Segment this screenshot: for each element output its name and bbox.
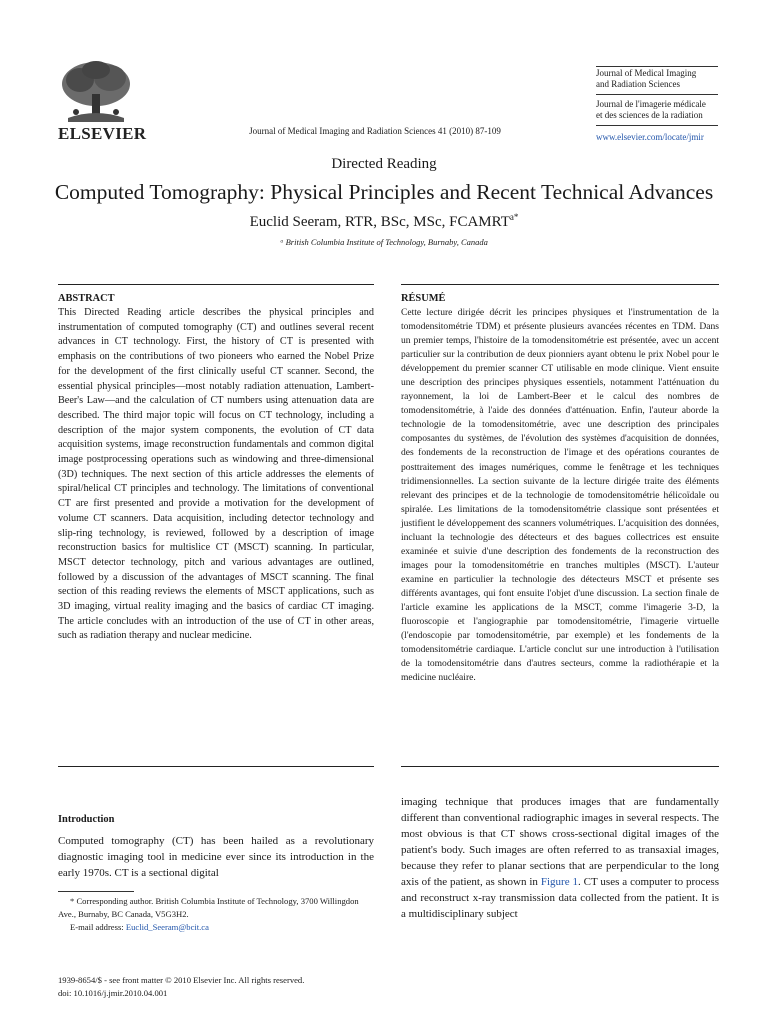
article-meta [58,974,388,999]
author-name: Euclid Seeram, RTR, BSc, MSc, FCAMRT [249,214,510,230]
resume-bottom-rule [401,766,719,767]
resume-heading: RÉSUMÉ [401,293,446,304]
intro-right-text-b: . CT uses a computer to process and reconstruct x-ray transmission data collected from the patient. It is a multidisciplinary subject [401,876,719,920]
journal-fr-line1: Journal de l'imagerie médicale [596,99,706,109]
introduction-paragraph-left: Computed tomography (CT) has been hailed as a revolutionary diagnostic imaging tool in medicine ever since its introduction in the early 1970s. CT is a sectional digital [58,835,374,879]
resume-section [401,292,719,685]
corresponding-author-note: * Corresponding author. British Columbia Institute of Technology, 3700 Willingdon Ave., Burnaby, BC Canada, V5G3H2. [58,896,359,919]
introduction-heading: Introduction [58,814,115,825]
author-marks[interactable]: a* [509,212,519,222]
journal-box [596,66,718,143]
journal-title-fr [596,95,718,125]
abstract-heading: ABSTRACT [58,293,115,304]
intro-right-text-a: imaging technique that produces images that are fundamentally different than conventional radiographic images in several respects. The most obvious is that CT shows cross-sectional digital images of the patient's body. Such images are often referred to as transaxial images, because they refer to planar sections that are perpendicular to the long axis of the patient, as shown in [401,796,719,888]
footnote-rule [58,891,134,892]
article-kicker: Directed Reading [331,156,437,172]
article-title: Computed Tomography: Physical Principles and Recent Technical Advances [54,180,714,204]
journal-en-line1: Journal of Medical Imaging [596,68,697,78]
resume-top-rule [401,284,719,285]
journal-en-line2: and Radiation Sciences [596,79,680,89]
journal-citation: Journal of Medical Imaging and Radiation Sciences 41 (2010) 87-109 [249,126,501,136]
author-affiliation: ᵃ British Columbia Institute of Technology, Burnaby, Canada [280,237,488,247]
introduction-paragraph-right [401,794,719,922]
journal-fr-line2: et des sciences de la radiation [596,110,703,120]
resume-text: Cette lecture dirigée décrit les principes physiques et l'instrumentation de la tomodensitométrie TDM) et présente plusieurs avancées récentes en TDM. Dans un premier temps, l'histoire de la tomodensitométrie est présentée, avec un accent particulier sur la contribution de deux pionniers ayant obtenu le prix Nobel pour le développement du premier scanner CT utilisable en mode clinique. Vient ensuite une description des principes physiques essentiels, notamment l'atténuation du rayonnement, la loi de Lambert-Beer et le calcul des nombres de tomodensitométrie, à l'aide des données d'atténuation. Enfin, l'auteur aborde la technologie de la tomodensitométrie, avec une description des principales composantes du systèmes, de l'évolution des systèmes d'acquisition de données, des fondements de la reconstruction de l'image et des opérations courantes de posttraitement des images numériques, comme le fenêtrage et les techniques tridimensionnelles. La section suivante de la lecture dirigée traite des éléments relevant des principes et de la technologie de tomodensitométrie hélicoïdale ou spiralée. Les limitations de la tomodensitométrie classique sont présentées et justifient le développement des scanners volumétriques. L'acquisition des données, incluant la technologie des détecteurs et des bagues collectrices est ensuite examinée et suivie d'une description des fondements de la reconstruction des images pour la tomodensitométrie en tranches multiples (MSCT). L'auteur examine en particulier la technologie des détecteurs MSCT et présente ses différents avantages, qui font ensuite l'objet d'une discussion. La section finale de l'article examine les applications de la MSCT, comme l'imagerie 3-D, la fluoroscopie et l'angiographie par tomodensitométrie, l'imagerie virtuelle (l'endoscopie par tomodensitométrie, par exemple) et les fondements de la tomodensitométrie cardiaque. L'article conclut sur une introduction à l'utilisation de la tomodensitométrie dans d'autres secteurs, comme la radiothérapie et la medicine nucléaire. [401,307,719,684]
abstract-text: This Directed Reading article describes the physical principles and instrumentation of computed tomography (CT) and outlines several recent advances in CT technology. First, the history of CT is presented with emphasis on the contributions of two pioneers who earned the Nobel Prize for the development of the first clinically useful CT scanner. Second, the essential physical principles—most notably radiation attenuation, Lambert-Beer's Law—and the calculation of CT numbers using attenuation data are described. The third major topic will focus on CT technology, including a description of the major system components, the evolution of CT data acquisition systems, image reconstruction fundamentals and common digital image postprocessing operations such as windowing and three-dimensional (3D) techniques. The next section of this article addresses the elements of spiral/helical CT principles and technology. The limitations of conventional CT are first presented and provide a motivation for the development of volume CT scanners. Data acquisition, including detector technology and slip-ring technology, is reviewed, followed by a description of image reconstruction basics for multislice CT (MSCT) scanning. In particular, MSCT detector technology, pitch and various advantages are outlined, followed by a discussion of the advantages of MSCT scanning. The final section of this reading reviews the elements of MSCT applications, such as 3D imaging, virtual reality imaging and the basics of cardiac CT imaging. The article concludes with an introduction of the use of CT in other areas, such as radiation therapy and nuclear medicine. [58,307,374,642]
footnotes [58,895,374,934]
elsevier-tree-logo [58,60,134,122]
author-line [0,212,768,231]
abstract-section [58,292,374,644]
publisher-name: ELSEVIER [58,124,147,143]
email-link[interactable]: Euclid_Seeram@bcit.ca [125,922,209,932]
email-line [58,921,374,934]
introduction-left [58,814,374,881]
journal-title-en [596,67,718,94]
figure-1-link[interactable]: Figure 1 [540,876,578,888]
journal-url-link[interactable]: www.elsevier.com/locate/jmir [596,132,704,142]
issn-line: 1939-8654/$ - see front matter © 2010 Elsevier Inc. All rights reserved. [58,975,305,985]
abstract-top-rule [58,284,374,285]
doi-line: doi: 10.1016/j.jmir.2010.04.001 [58,987,168,998]
email-label: E-mail address: [70,922,124,932]
abstract-bottom-rule [58,766,374,767]
